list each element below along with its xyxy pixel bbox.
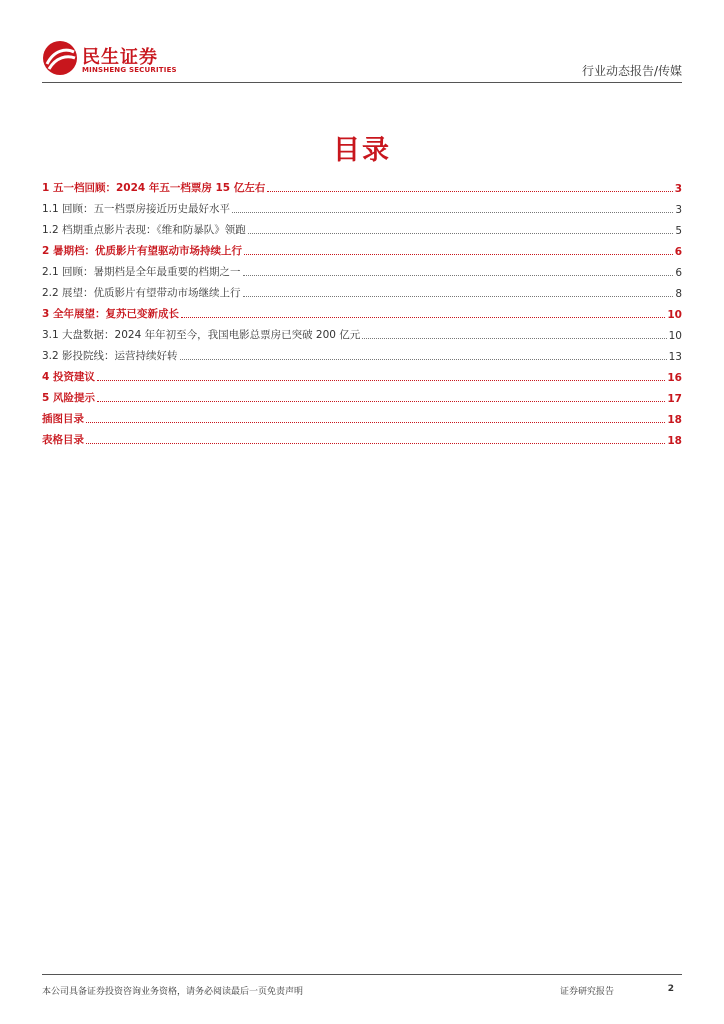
page-title: 目录	[333, 135, 391, 166]
toc-entry[interactable]	[42, 342, 682, 363]
toc-entry-label: 2 暑期档：优质影片有望驱动市场持续上行	[42, 245, 242, 257]
toc-entry-page: 3	[675, 204, 682, 216]
toc-entry[interactable]	[42, 216, 682, 237]
toc-entry-page: 10	[668, 330, 682, 342]
toc-entry-page: 8	[675, 288, 682, 300]
toc-leader-dots	[181, 317, 665, 318]
company-logo	[42, 40, 202, 80]
toc-entry-label: 1.2 档期重点影片表现：《维和防暴队》领跑	[42, 224, 246, 236]
toc-leader-dots	[243, 275, 674, 276]
minsheng-logo-icon	[42, 40, 78, 76]
logo-text-cn: 民生证券	[82, 47, 158, 68]
logo-text-en: MINSHENG SECURITIES	[82, 66, 177, 74]
toc-entry[interactable]	[42, 258, 682, 279]
toc-leader-dots	[97, 380, 665, 381]
toc-leader-dots	[243, 296, 674, 297]
toc-entry-page: 16	[667, 372, 682, 384]
footer-divider	[42, 974, 682, 975]
toc-entry-page: 18	[667, 435, 682, 447]
toc-entry-page: 6	[674, 246, 682, 258]
toc-entry-page: 3	[674, 183, 682, 195]
toc-leader-dots	[248, 233, 674, 234]
toc-entry-label: 2.2 展望：优质影片有望带动市场继续上行	[42, 287, 241, 299]
toc-entry-label: 2.1 回顾：暑期档是全年最重要的档期之一	[42, 266, 241, 278]
toc-entry-label: 1.1 回顾：五一档票房接近历史最好水平	[42, 203, 231, 215]
toc-leader-dots	[232, 212, 673, 213]
toc-entry-page: 17	[667, 393, 682, 405]
toc-entry-page: 18	[667, 414, 682, 426]
toc-entry-page: 5	[675, 225, 682, 237]
footer-report-type: 证券研究报告	[560, 987, 615, 997]
toc-entry[interactable]	[42, 195, 682, 216]
toc-leader-dots	[86, 443, 665, 444]
toc-leader-dots	[86, 422, 665, 423]
toc-entry[interactable]	[42, 279, 682, 300]
toc-entry-page: 10	[667, 309, 682, 321]
toc-entry-label: 5 风险提示	[42, 392, 95, 404]
page-number: 2	[667, 984, 674, 994]
toc-entry-label: 3 全年展望：复苏已变新成长	[42, 308, 179, 320]
toc-leader-dots	[362, 338, 666, 339]
toc-leader-dots	[244, 254, 673, 255]
toc-entry-label: 插图目录	[42, 413, 84, 425]
header-divider	[42, 82, 682, 83]
toc-entry[interactable]	[42, 363, 682, 384]
toc-entry[interactable]	[42, 174, 682, 195]
toc-entry-page: 6	[675, 267, 682, 279]
toc-leader-dots	[180, 359, 667, 360]
toc-entry-label: 3.2 影投院线：运营持续好转	[42, 350, 178, 362]
toc-leader-dots	[267, 191, 672, 192]
report-category: 行业动态报告/传媒	[581, 64, 682, 78]
toc-entry[interactable]	[42, 426, 682, 447]
table-of-contents	[42, 174, 682, 447]
toc-entry-page: 13	[668, 351, 682, 363]
toc-entry[interactable]	[42, 405, 682, 426]
toc-entry-label: 3.1 大盘数据：2024 年年初至今，我国电影总票房已突破 200 亿元	[42, 329, 361, 341]
toc-leader-dots	[97, 401, 665, 402]
footer-disclaimer: 本公司具备证券投资咨询业务资格，请务必阅读最后一页免责声明	[42, 987, 304, 997]
toc-entry[interactable]	[42, 321, 682, 342]
toc-entry-label: 1 五一档回顾：2024 年五一档票房 15 亿左右	[42, 182, 266, 194]
toc-entry-label: 4 投资建议	[42, 371, 95, 383]
toc-entry[interactable]	[42, 237, 682, 258]
toc-entry-label: 表格目录	[42, 434, 84, 446]
toc-entry[interactable]	[42, 300, 682, 321]
toc-entry[interactable]	[42, 384, 682, 405]
